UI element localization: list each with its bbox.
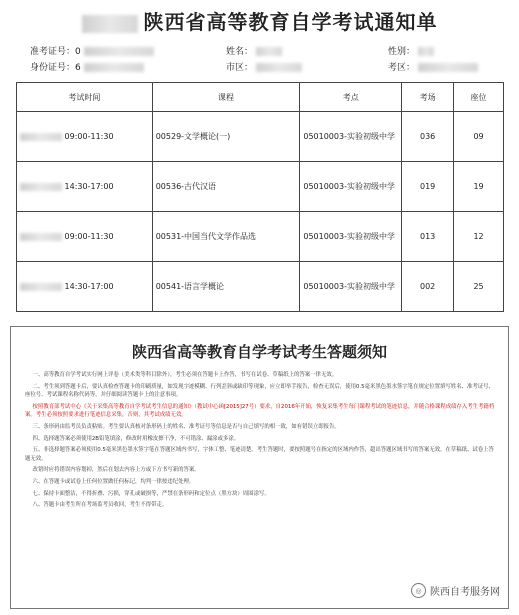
zkz-value: 0 bbox=[75, 47, 81, 57]
notice-paragraph: 改错时应将错误内容划掉，然后在划去内容上方或下方书写新的答案。 bbox=[32, 467, 200, 474]
header-course: 课程 bbox=[152, 83, 300, 112]
table-row bbox=[17, 162, 504, 212]
redacted-block bbox=[256, 63, 302, 72]
page-title: 陕西省高等教育自学考试通知单 bbox=[0, 6, 519, 35]
name-row bbox=[226, 44, 282, 57]
header-time: 考试时间 bbox=[17, 83, 153, 112]
zkz-label: 准考证号： bbox=[30, 47, 76, 57]
cell-time: 09:00-11:30 bbox=[17, 212, 153, 262]
table-header-row bbox=[17, 83, 504, 112]
gender-label: 性别： bbox=[388, 47, 416, 57]
notice-paragraph: 一、高等教育自学考试实行网上评卷（美术类等科目除外），考生必须在答题卡上作答，书写在试卷、草稿纸上的答案一律无效。 bbox=[32, 372, 338, 378]
cell-course: 00531-中国当代文学作品选 bbox=[152, 212, 300, 262]
cell-seat: 19 bbox=[454, 162, 504, 212]
cell-course: 00536-古代汉语 bbox=[152, 162, 300, 212]
exam-notice-box bbox=[10, 326, 509, 609]
cell-time: 09:00-11:30 bbox=[17, 112, 153, 162]
exam-schedule-table bbox=[16, 82, 504, 312]
header-room: 考场 bbox=[402, 83, 454, 112]
notice-paragraph: 六、在答题卡或试卷上任何位置做任何标记，均判一律按违纪处理。 bbox=[32, 478, 195, 485]
wechat-icon: ◎ bbox=[411, 583, 426, 598]
cell-room: 019 bbox=[402, 162, 454, 212]
redacted-block bbox=[256, 47, 282, 56]
cell-time: 14:30-17:00 bbox=[17, 262, 153, 312]
header-seat: 座位 bbox=[454, 83, 504, 112]
redacted-block bbox=[20, 233, 62, 241]
zkz-row bbox=[30, 44, 154, 57]
redacted-block bbox=[20, 133, 62, 141]
notice-paragraph: 五、非选择题答案必须使用0.5毫米黑色墨水签字笔在答题区域内书写，字体工整、笔迹清楚。考生答题时，要按照题号在指定的区域内作答，超出答题区域书写的答案无效。在草稿纸、试卷上答题无效。 bbox=[25, 447, 494, 462]
cell-seat: 09 bbox=[454, 112, 504, 162]
cell-seat: 25 bbox=[454, 262, 504, 312]
watermark bbox=[411, 583, 500, 598]
name-label: 姓名： bbox=[226, 47, 254, 57]
cell-room: 002 bbox=[402, 262, 454, 312]
notice-paragraph: 四、选择题答案必须使用2B铅笔填涂，修改时用橡皮擦干净，不可错涂、漏涂或多涂。 bbox=[32, 435, 240, 442]
table-row bbox=[17, 262, 504, 312]
redacted-block bbox=[82, 15, 138, 33]
table-row bbox=[17, 112, 504, 162]
redacted-block bbox=[20, 183, 62, 191]
redacted-block bbox=[84, 63, 144, 72]
cell-site: 05010003-实验初级中学 bbox=[300, 112, 402, 162]
cell-site: 05010003-实验初级中学 bbox=[300, 162, 402, 212]
redacted-block bbox=[418, 63, 478, 72]
district-label: 考区： bbox=[388, 63, 416, 73]
redacted-block bbox=[418, 47, 434, 56]
header-site: 考点 bbox=[300, 83, 402, 112]
redacted-block bbox=[84, 47, 154, 56]
district-row bbox=[388, 60, 478, 73]
cell-time: 14:30-17:00 bbox=[17, 162, 153, 212]
city-row bbox=[226, 60, 302, 73]
redacted-block bbox=[20, 283, 62, 291]
watermark-text: 陕西自考服务网 bbox=[430, 587, 500, 598]
cell-site: 05010003-实验初级中学 bbox=[300, 212, 402, 262]
notice-paragraph-highlight: 按照教育部考试中心《关于采集高等教育自学考试考生信息的通知》（教试中心函[2015]27号）要求，自2016年开始，恢复采集考生每门课程考试的笔迹信息，并随合格课程成绩存入考生考籍档案。考生必须按照要求进行笔迹信息采集，否则，其考试成绩无效。 bbox=[25, 403, 495, 419]
notice-paragraph: 七、保持卡面整洁，不得折叠、污损，穿孔或破损等，严禁在条形码和定位点（黑方块）周围涂写。 bbox=[32, 490, 270, 497]
cell-course: 00541-语言学概论 bbox=[152, 262, 300, 312]
notice-title: 陕西省高等教育自学考试考生答题须知 bbox=[131, 343, 387, 361]
cell-room: 036 bbox=[402, 112, 454, 162]
cell-site: 05010003-实验初级中学 bbox=[300, 262, 402, 312]
table-row bbox=[17, 212, 504, 262]
sfz-row bbox=[30, 60, 144, 73]
gender-row bbox=[388, 44, 434, 57]
notice-body bbox=[25, 371, 495, 513]
cell-room: 013 bbox=[402, 212, 454, 262]
notice-paragraph: 三、条形码由监考员负责粘贴。考生要认真核对条形码上的姓名、准考证号等信息是否与自己填写的相一致，如有错误立即报告。 bbox=[32, 423, 340, 430]
city-label: 市区： bbox=[226, 63, 254, 73]
sfz-label: 身份证号： bbox=[30, 63, 76, 73]
cell-course: 00529-文学概论(一) bbox=[152, 112, 300, 162]
notice-paragraph: 二、考生须到答题卡后，要认真检查答题卡的印刷质量，如发现字迹模糊、行列歪斜或缺印等现象，应立即举手报告，检查无误后，使用0.5毫米黑色墨水签字笔在规定位置填写姓名、准考证号、座位号、考试课程名称代码等，并仔细阅读答题卡上的注意事项。 bbox=[25, 383, 494, 399]
notice-paragraph: 八、答题卡由考生所在考场监考员收回，考生不得带走。 bbox=[32, 502, 168, 509]
sfz-value: 6 bbox=[75, 63, 81, 73]
cell-seat: 12 bbox=[454, 212, 504, 262]
